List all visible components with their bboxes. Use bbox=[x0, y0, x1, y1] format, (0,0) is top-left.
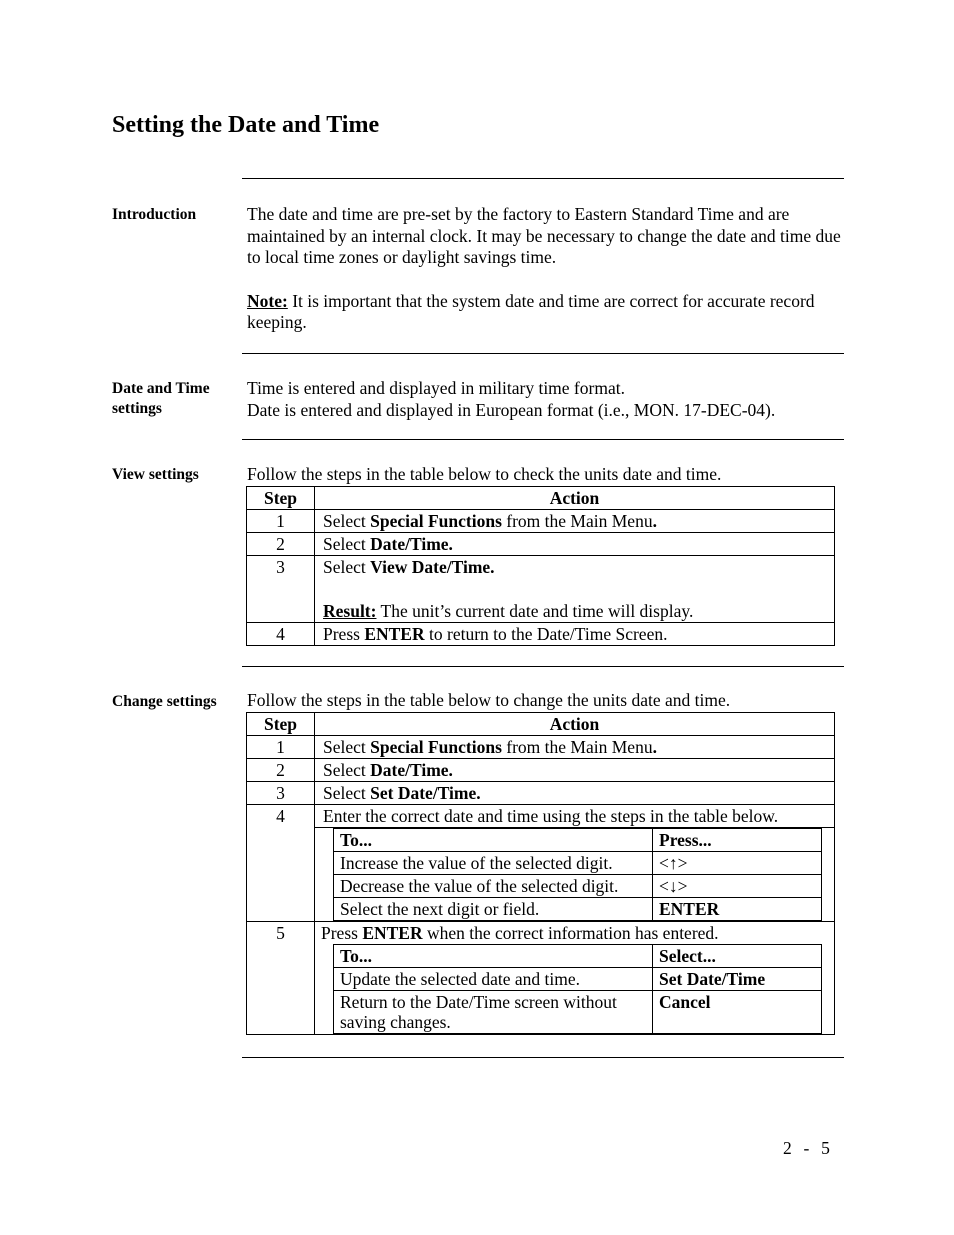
result-label: Result: bbox=[323, 601, 377, 621]
result-text: The unit’s current date and time will display. bbox=[376, 601, 694, 621]
section-divider bbox=[242, 1057, 844, 1058]
datetime-text bbox=[247, 378, 847, 421]
change-label: Change settings bbox=[112, 693, 217, 710]
select-options-table bbox=[333, 944, 822, 1034]
table-row bbox=[334, 898, 822, 921]
step-number: 4 bbox=[247, 805, 315, 922]
table-row bbox=[247, 828, 835, 922]
step-action bbox=[315, 556, 835, 623]
datetime-label-line2: settings bbox=[112, 400, 162, 417]
step-number: 2 bbox=[247, 533, 315, 556]
note-text: It is important that the system date and time are correct for accurate record keeping. bbox=[247, 290, 815, 332]
table-row bbox=[334, 991, 822, 1034]
section-divider bbox=[242, 178, 844, 179]
sub-option: Set Date/Time bbox=[653, 968, 822, 991]
step-action: Enter the correct date and time using the steps in the table below. bbox=[315, 805, 835, 828]
action-bold: Special Functions bbox=[370, 737, 502, 757]
action-text: when the correct information has entered. bbox=[422, 923, 719, 943]
sub-action: Return to the Date/Time screen without saving changes. bbox=[334, 991, 653, 1034]
action-text: Select bbox=[323, 737, 371, 757]
table-header-row bbox=[247, 487, 835, 510]
table-row bbox=[247, 782, 835, 805]
action-text: Select bbox=[323, 760, 371, 780]
intro-label: Introduction bbox=[112, 206, 197, 223]
col-to: To... bbox=[334, 829, 653, 852]
intro-note bbox=[247, 291, 847, 334]
table-row bbox=[247, 805, 835, 828]
step-number: 4 bbox=[247, 623, 315, 646]
col-to: To... bbox=[334, 945, 653, 968]
table-row bbox=[247, 510, 835, 533]
datetime-label-line1: Date and Time bbox=[112, 380, 210, 397]
table-row bbox=[247, 922, 835, 1035]
sub-key: <↑> bbox=[653, 852, 822, 875]
action-text: Select bbox=[323, 511, 371, 531]
step-number: 3 bbox=[247, 782, 315, 805]
action-bold: . bbox=[652, 511, 657, 531]
action-bold: Date/Time. bbox=[370, 760, 453, 780]
sub-action: Increase the value of the selected digit. bbox=[334, 852, 653, 875]
sub-key: ENTER bbox=[653, 898, 822, 921]
col-step: Step bbox=[247, 487, 315, 510]
sub-option: Cancel bbox=[653, 991, 822, 1034]
action-bold: ENTER bbox=[364, 624, 425, 644]
step-action bbox=[315, 759, 835, 782]
datetime-label bbox=[112, 379, 210, 419]
sub-action: Decrease the value of the selected digit. bbox=[334, 875, 653, 898]
datetime-line1: Time is entered and displayed in military time format. bbox=[247, 378, 625, 398]
step-action bbox=[315, 510, 835, 533]
step-number: 3 bbox=[247, 556, 315, 623]
datetime-line2: Date is entered and displayed in European format (i.e., MON. 17-DEC-04). bbox=[247, 399, 776, 420]
table-header-row bbox=[247, 713, 835, 736]
action-text: Select bbox=[323, 534, 371, 554]
action-bold: . bbox=[652, 737, 657, 757]
action-text: Press bbox=[321, 923, 363, 943]
action-bold: ENTER bbox=[362, 923, 423, 943]
sub-key: <↓> bbox=[653, 875, 822, 898]
col-action: Action bbox=[315, 713, 835, 736]
step-action bbox=[315, 782, 835, 805]
sub-action: Update the selected date and time. bbox=[334, 968, 653, 991]
action-text: from the Main Menu bbox=[501, 511, 653, 531]
action-text: to return to the Date/Time Screen. bbox=[424, 624, 668, 644]
table-row bbox=[247, 556, 835, 623]
nested-table-cell bbox=[315, 828, 835, 922]
table-row bbox=[247, 623, 835, 646]
step-number: 1 bbox=[247, 736, 315, 759]
step-action bbox=[315, 623, 835, 646]
change-lead: Follow the steps in the table below to change the units date and time. bbox=[247, 690, 731, 710]
col-press: Press... bbox=[653, 829, 822, 852]
table-row bbox=[334, 875, 822, 898]
press-keys-table bbox=[333, 828, 822, 921]
change-steps-table bbox=[246, 712, 835, 1035]
action-bold: Special Functions bbox=[370, 511, 502, 531]
step-action bbox=[315, 736, 835, 759]
action-bold: Date/Time. bbox=[370, 534, 453, 554]
table-row bbox=[334, 968, 822, 991]
action-text: Press bbox=[323, 624, 365, 644]
step-number: 1 bbox=[247, 510, 315, 533]
action-text: from the Main Menu bbox=[501, 737, 653, 757]
action-bold: View Date/Time. bbox=[370, 557, 495, 577]
col-select: Select... bbox=[653, 945, 822, 968]
intro-text bbox=[247, 204, 847, 334]
sub-action: Select the next digit or field. bbox=[334, 898, 653, 921]
table-row bbox=[247, 759, 835, 782]
section-divider bbox=[242, 666, 844, 667]
step-action bbox=[315, 533, 835, 556]
step-number: 5 bbox=[247, 922, 315, 1035]
section-divider bbox=[242, 353, 844, 354]
col-action: Action bbox=[315, 487, 835, 510]
view-lead: Follow the steps in the table below to check the units date and time. bbox=[247, 464, 722, 484]
view-label: View settings bbox=[112, 466, 199, 483]
view-steps-table bbox=[246, 486, 835, 646]
table-row bbox=[334, 852, 822, 875]
step-number: 2 bbox=[247, 759, 315, 782]
table-row bbox=[247, 736, 835, 759]
action-bold: Set Date/Time. bbox=[370, 783, 481, 803]
step-action bbox=[315, 922, 835, 1035]
table-row bbox=[247, 533, 835, 556]
action-text: Select bbox=[323, 557, 371, 577]
col-step: Step bbox=[247, 713, 315, 736]
page-number: 2 - 5 bbox=[783, 1138, 831, 1158]
intro-paragraph: The date and time are pre-set by the factory to Eastern Standard Time and are maintained by an internal clock. It may be necessary to change the date and time due to local time zones or daylight savings time. bbox=[247, 204, 841, 267]
page-title: Setting the Date and Time bbox=[112, 112, 380, 138]
action-text: Select bbox=[323, 783, 371, 803]
note-label: Note: bbox=[247, 290, 288, 311]
section-divider bbox=[242, 439, 844, 440]
